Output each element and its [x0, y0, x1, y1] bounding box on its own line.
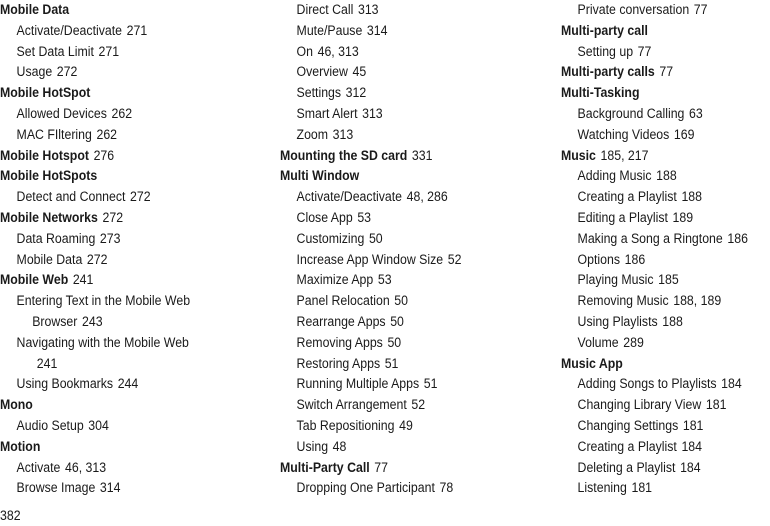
index-term: Making a Song a Ringtone [577, 230, 723, 246]
index-subentry [561, 250, 753, 271]
index-term: Private conversation [577, 2, 690, 17]
index-column-1 [0, 0, 262, 499]
index-page-refs: 46, 313 [317, 43, 359, 59]
index-page-refs: 53 [357, 209, 372, 225]
index-term: Listening [577, 480, 627, 496]
index-subentry [0, 478, 241, 499]
index-term: Using Playlists [577, 313, 658, 329]
index-term: Changing Library View [577, 397, 702, 413]
index-page-refs: 185 [658, 272, 679, 288]
index-term: Mobile Hotspot [0, 147, 89, 163]
index-term: Customizing [296, 230, 365, 246]
index-heading [561, 62, 753, 83]
index-term: Smart Alert [296, 105, 358, 121]
index-term: Multi Window [280, 168, 360, 184]
index-page-refs: 77 [637, 43, 652, 59]
index-term: Overview [296, 64, 348, 80]
index-heading [280, 166, 528, 187]
index-page-refs: 314 [99, 480, 121, 496]
index-term: Editing a Playlist [577, 209, 668, 225]
index-term: Direct Call [296, 2, 354, 17]
index-subentry [280, 208, 528, 229]
index-term: Settings [296, 85, 342, 101]
index-subentry [280, 0, 528, 21]
index-page-refs: 50 [387, 334, 402, 350]
index-page-refs: 52 [411, 397, 426, 413]
index-page-refs: 49 [399, 417, 413, 433]
index-term: Detect and Connect [16, 189, 126, 205]
page-number: 382 [0, 508, 21, 523]
index-term: Running Multiple Apps [296, 376, 420, 392]
index-term: Mobile Networks [0, 209, 98, 225]
index-term: Mobile Web [0, 272, 69, 288]
index-heading [0, 166, 241, 187]
index-subentry [0, 312, 241, 333]
index-page-refs: 273 [99, 230, 121, 246]
index-page-refs: 276 [93, 147, 115, 163]
index-page-refs: 181 [682, 417, 704, 433]
index-page-refs: 188 [681, 189, 703, 205]
index-page-refs: 169 [673, 126, 695, 142]
index-page-refs: 77 [693, 2, 708, 17]
index-page-refs: 188 [656, 168, 677, 184]
index-page-refs: 312 [345, 85, 367, 101]
index-subentry [280, 333, 528, 354]
index-term: Mounting the SD card [280, 147, 408, 163]
index-heading [0, 270, 241, 291]
index-subentry [561, 395, 753, 416]
index-term: Using Bookmarks [16, 376, 114, 392]
index-term: MAC FIltering [16, 126, 92, 142]
index-subentry [0, 42, 241, 63]
index-term: Tab Repositioning [296, 417, 395, 433]
index-page-refs: 78 [439, 480, 454, 496]
index-page-refs: 53 [377, 272, 392, 288]
index-term: Multi-Tasking [561, 85, 640, 101]
index-subentry [0, 333, 241, 354]
index-page-refs: 241 [72, 272, 94, 288]
index-page-refs: 241 [36, 355, 58, 371]
index-term: Usage [16, 64, 53, 80]
index-term: Navigating with the Mobile Web [16, 334, 189, 350]
index-page-refs: 313 [332, 126, 354, 142]
index-page-refs: 289 [623, 334, 644, 350]
index-page-refs: 271 [126, 22, 148, 38]
index-term: Browser [32, 313, 78, 329]
index-term: Set Data Limit [16, 43, 94, 59]
index-term: Audio Setup [16, 417, 84, 433]
index-heading [0, 146, 241, 167]
index-subentry [280, 374, 528, 395]
index-heading [280, 458, 528, 479]
index-column-2 [280, 0, 550, 499]
index-term: Increase App Window Size [296, 251, 444, 267]
index-page-refs: 45 [352, 64, 367, 80]
index-page-refs: 185, 217 [600, 147, 649, 163]
index-term: Entering Text in the Mobile Web [16, 293, 191, 309]
index-term: Data Roaming [16, 230, 96, 246]
index-term: Using [296, 438, 329, 454]
index-subentry [280, 187, 528, 208]
index-page-refs: 46, 313 [64, 459, 107, 475]
index-subentry [280, 250, 528, 271]
index-term: Restoring Apps [296, 355, 381, 371]
index-subentry [0, 187, 241, 208]
index-page-refs: 51 [384, 355, 399, 371]
index-page-refs: 271 [98, 43, 120, 59]
index-page-refs: 77 [374, 459, 388, 475]
index-heading [561, 354, 753, 375]
index-page-refs: 50 [390, 313, 404, 329]
index-page-refs: 77 [659, 64, 674, 80]
index-term: Mobile HotSpots [0, 168, 98, 184]
index-page-refs: 272 [56, 64, 78, 80]
index-term: Mobile HotSpot [0, 85, 91, 101]
index-subentry [561, 478, 753, 499]
index-term: Motion [0, 438, 41, 454]
index-heading [561, 83, 753, 104]
index-page-refs: 63 [688, 105, 703, 121]
index-term: Zoom [296, 126, 329, 142]
index-subentry [561, 333, 753, 354]
index-page-refs: 262 [111, 105, 133, 121]
index-page-refs: 313 [362, 105, 383, 121]
index-page-refs: 181 [631, 480, 653, 496]
index-subentry [561, 229, 753, 250]
index-term: Adding Songs to Playlists [577, 376, 717, 392]
index-subentry [0, 125, 241, 146]
index-subentry [280, 229, 528, 250]
index-term: Removing Music [577, 293, 669, 309]
index-term: Music [561, 147, 596, 163]
index-page-refs: 244 [117, 376, 139, 392]
index-term: Adding Music [577, 168, 652, 184]
index-term: Multi-Party Call [280, 459, 370, 475]
index-subentry [280, 437, 528, 458]
index-subentry [280, 270, 528, 291]
index-column-3 [561, 0, 770, 499]
index-subentry [0, 21, 241, 42]
index-term: Watching Videos [577, 126, 670, 142]
index-subentry [280, 478, 528, 499]
index-heading [0, 0, 241, 21]
index-term: Volume [577, 334, 619, 350]
index-subentry [561, 291, 753, 312]
index-term: On [296, 43, 314, 59]
index-subentry [0, 62, 241, 83]
index-page-refs: 184 [721, 376, 742, 392]
index-heading [280, 146, 528, 167]
index-heading [0, 437, 241, 458]
index-term: Dropping One Participant [296, 480, 435, 496]
index-term: Browse Image [16, 480, 96, 496]
index-subentry [561, 104, 753, 125]
index-page-refs: 184 [680, 459, 701, 475]
index-subentry [561, 437, 753, 458]
index-subentry [280, 312, 528, 333]
index-page-refs: 331 [411, 147, 433, 163]
index-page-refs: 189 [672, 209, 694, 225]
index-page-refs: 186 [624, 251, 646, 267]
index-subentry [0, 250, 241, 271]
index-term: Switch Arrangement [296, 397, 407, 413]
index-term: Mono [0, 397, 33, 413]
index-subentry [280, 416, 528, 437]
index-page-refs: 272 [102, 209, 124, 225]
index-page-refs: 48, 286 [406, 189, 448, 205]
index-term: Multi-party call [561, 22, 648, 38]
index-heading [0, 83, 241, 104]
index-term: Activate/Deactivate [16, 22, 123, 38]
index-term: Rearrange Apps [296, 313, 386, 329]
index-page-refs: 50 [394, 293, 409, 309]
index-subentry [561, 208, 753, 229]
index-subentry [280, 104, 528, 125]
index-page-refs: 272 [86, 251, 108, 267]
index-heading [0, 208, 241, 229]
index-subentry [0, 458, 241, 479]
index-subentry [561, 125, 753, 146]
index-subentry [280, 354, 528, 375]
index-term: Close App [296, 209, 353, 225]
index-page-refs: 304 [88, 417, 109, 433]
index-term: Music App [561, 355, 623, 371]
index-page-refs: 50 [368, 230, 383, 246]
index-page-refs: 186 [727, 230, 748, 246]
index-page-refs: 181 [705, 397, 727, 413]
index-heading [0, 395, 241, 416]
index-subentry [0, 229, 241, 250]
index-term: Creating a Playlist [577, 189, 677, 205]
index-subentry [280, 395, 528, 416]
index-subentry [280, 83, 528, 104]
index-term: Mobile Data [0, 2, 70, 17]
index-page-refs: 52 [447, 251, 462, 267]
index-term: Mute/Pause [296, 22, 363, 38]
index-subentry [280, 291, 528, 312]
index-heading [561, 21, 753, 42]
index-subentry [0, 354, 241, 375]
index-page-refs: 184 [681, 438, 703, 454]
index-page-refs: 188 [662, 313, 683, 329]
index-subentry [561, 312, 753, 333]
index-term: Activate [16, 459, 61, 475]
index-page-refs: 314 [366, 22, 388, 38]
index-term: Creating a Playlist [577, 438, 677, 454]
index-subentry [280, 21, 528, 42]
index-term: Setting up [577, 43, 634, 59]
index-term: Playing Music [577, 272, 654, 288]
index-subentry [561, 374, 753, 395]
index-page-refs: 51 [423, 376, 438, 392]
index-term: Activate/Deactivate [296, 189, 403, 205]
index-heading [561, 146, 753, 167]
index-term: Maximize App [296, 272, 374, 288]
index-term: Multi-party calls [561, 64, 655, 80]
index-term: Deleting a Playlist [577, 459, 676, 475]
index-page-refs: 188, 189 [673, 293, 722, 309]
index-subentry [0, 416, 241, 437]
index-subentry [561, 42, 753, 63]
index-subentry [561, 458, 753, 479]
index-subentry [561, 187, 753, 208]
index-subentry [280, 62, 528, 83]
index-page-refs: 48 [332, 438, 347, 454]
index-term: Options [577, 251, 621, 267]
index-term: Background Calling [577, 105, 685, 121]
index-page-refs: 262 [96, 126, 118, 142]
index-page-refs: 243 [81, 313, 103, 329]
index-subentry [280, 125, 528, 146]
index-page-refs: 313 [357, 2, 379, 17]
index-subentry [561, 166, 753, 187]
index-subentry [0, 374, 241, 395]
index-term: Allowed Devices [16, 105, 107, 121]
index-subentry [0, 291, 241, 312]
index-term: Panel Relocation [296, 293, 390, 309]
index-page-refs: 272 [130, 189, 151, 205]
index-subentry [561, 416, 753, 437]
index-term: Removing Apps [296, 334, 383, 350]
index-subentry [0, 104, 241, 125]
index-subentry [280, 42, 528, 63]
index-subentry [561, 0, 753, 21]
index-term: Mobile Data [16, 251, 83, 267]
index-subentry [561, 270, 753, 291]
index-term: Changing Settings [577, 417, 679, 433]
